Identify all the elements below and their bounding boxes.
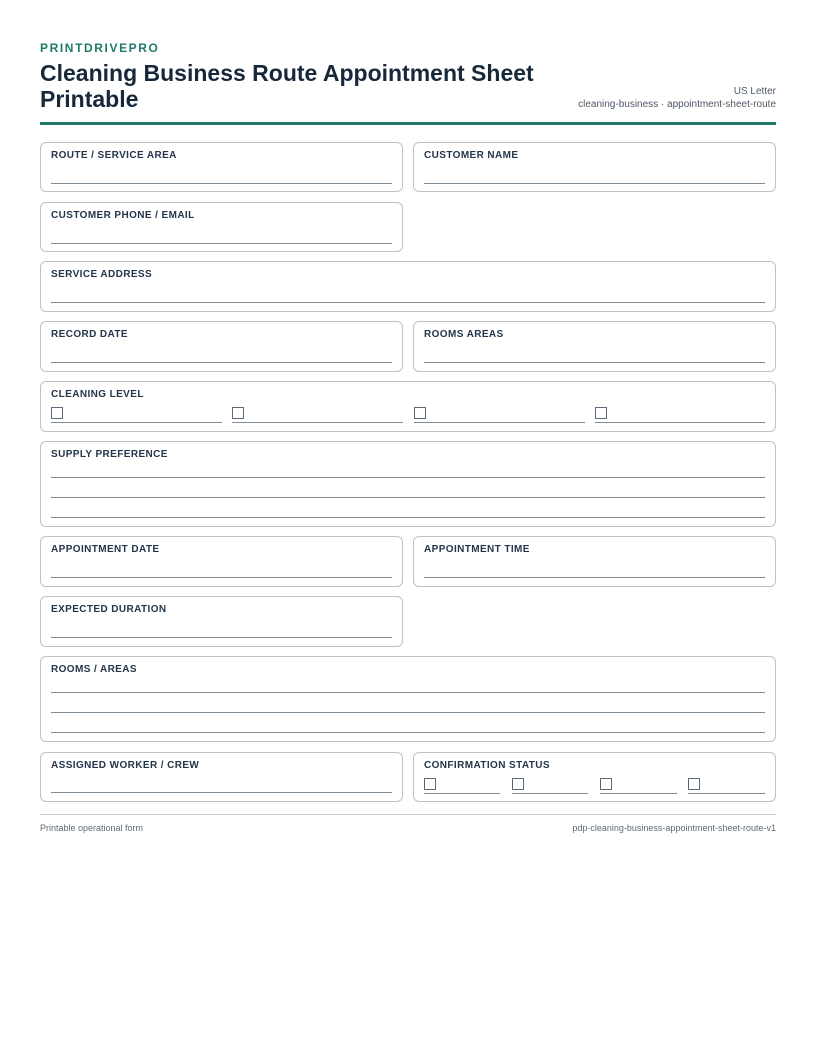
field-label: CONFIRMATION STATUS — [424, 760, 550, 771]
record-date-field — [40, 321, 403, 372]
supply-preference-field — [40, 441, 776, 527]
customer-name-input[interactable] — [424, 183, 765, 184]
checkbox[interactable] — [414, 407, 426, 419]
appointment-date-input[interactable] — [51, 577, 392, 578]
footer-left-text: Printable operational form — [40, 823, 144, 833]
option-write-line — [595, 422, 765, 423]
document-meta — [578, 85, 776, 111]
field-label: SERVICE ADDRESS — [51, 269, 153, 280]
rooms-areas-line-2[interactable] — [51, 712, 765, 713]
confirmation-status-option-1[interactable] — [424, 778, 500, 794]
cleaning-level-option-2[interactable] — [232, 407, 403, 423]
supply-preference-line-1[interactable] — [51, 477, 765, 478]
field-label: APPOINTMENT DATE — [51, 544, 160, 555]
field-label: ROOMS / AREAS — [51, 664, 137, 675]
field-label: RECORD DATE — [51, 329, 128, 340]
checkbox[interactable] — [600, 778, 612, 790]
expected-duration-field — [40, 596, 403, 647]
customer-phone-email-input[interactable] — [51, 243, 392, 244]
customer-phone-email-field — [40, 202, 403, 252]
field-label: ASSIGNED WORKER / CREW — [51, 760, 200, 771]
field-label: EXPECTED DURATION — [51, 604, 167, 615]
checkbox[interactable] — [232, 407, 244, 419]
supply-preference-line-2[interactable] — [51, 497, 765, 498]
confirmation-status-field — [413, 752, 776, 802]
route-service-area-input[interactable] — [51, 183, 392, 184]
checkbox[interactable] — [51, 407, 63, 419]
record-date-input[interactable] — [51, 362, 392, 363]
confirmation-status-option-2[interactable] — [512, 778, 588, 794]
option-write-line — [688, 793, 765, 794]
option-write-line — [424, 793, 500, 794]
field-label: APPOINTMENT TIME — [424, 544, 530, 555]
cleaning-level-option-1[interactable] — [51, 407, 222, 423]
rooms-areas-short-field — [413, 321, 776, 372]
cleaning-level-option-3[interactable] — [414, 407, 585, 423]
appointment-time-field — [413, 536, 776, 587]
brand-name: PRINTDRIVEPRO — [40, 41, 160, 55]
field-label: SUPPLY PREFERENCE — [51, 449, 168, 460]
service-address-input[interactable] — [51, 302, 765, 303]
appointment-time-input[interactable] — [424, 577, 765, 578]
cleaning-level-option-4[interactable] — [595, 407, 765, 423]
assigned-worker-crew-input[interactable] — [51, 792, 392, 793]
confirmation-status-option-4[interactable] — [688, 778, 765, 794]
option-write-line — [512, 793, 588, 794]
customer-name-field — [413, 142, 776, 192]
appointment-date-field — [40, 536, 403, 587]
footer-form-id: pdp-cleaning-business-appointment-sheet-route-v1 — [572, 823, 776, 833]
rooms-areas-line-1[interactable] — [51, 692, 765, 693]
page-title: Cleaning Business Route Appointment Sheet Printable — [40, 60, 534, 112]
checkbox[interactable] — [688, 778, 700, 790]
checkbox[interactable] — [512, 778, 524, 790]
header-divider — [40, 122, 776, 125]
rooms-areas-line-3[interactable] — [51, 732, 765, 733]
option-write-line — [414, 422, 585, 423]
paper-size: US Letter — [733, 86, 776, 97]
checkbox[interactable] — [595, 407, 607, 419]
service-address-field — [40, 261, 776, 312]
field-label: ROOMS AREAS — [424, 329, 504, 340]
field-label: CLEANING LEVEL — [51, 389, 144, 400]
checkbox[interactable] — [424, 778, 436, 790]
field-label: CUSTOMER NAME — [424, 150, 519, 161]
confirmation-status-option-3[interactable] — [600, 778, 677, 794]
option-write-line — [51, 422, 222, 423]
field-label: ROUTE / SERVICE AREA — [51, 150, 177, 161]
option-write-line — [600, 793, 677, 794]
rooms-areas-short-input[interactable] — [424, 362, 765, 363]
route-service-area-field — [40, 142, 403, 192]
expected-duration-input[interactable] — [51, 637, 392, 638]
supply-preference-line-3[interactable] — [51, 517, 765, 518]
document-tags: cleaning-business · appointment-sheet-route — [578, 99, 776, 110]
cleaning-level-field — [40, 381, 776, 432]
field-label: CUSTOMER PHONE / EMAIL — [51, 210, 195, 221]
option-write-line — [232, 422, 403, 423]
rooms-areas-field — [40, 656, 776, 742]
footer-divider — [40, 814, 776, 815]
assigned-worker-crew-field — [40, 752, 403, 802]
